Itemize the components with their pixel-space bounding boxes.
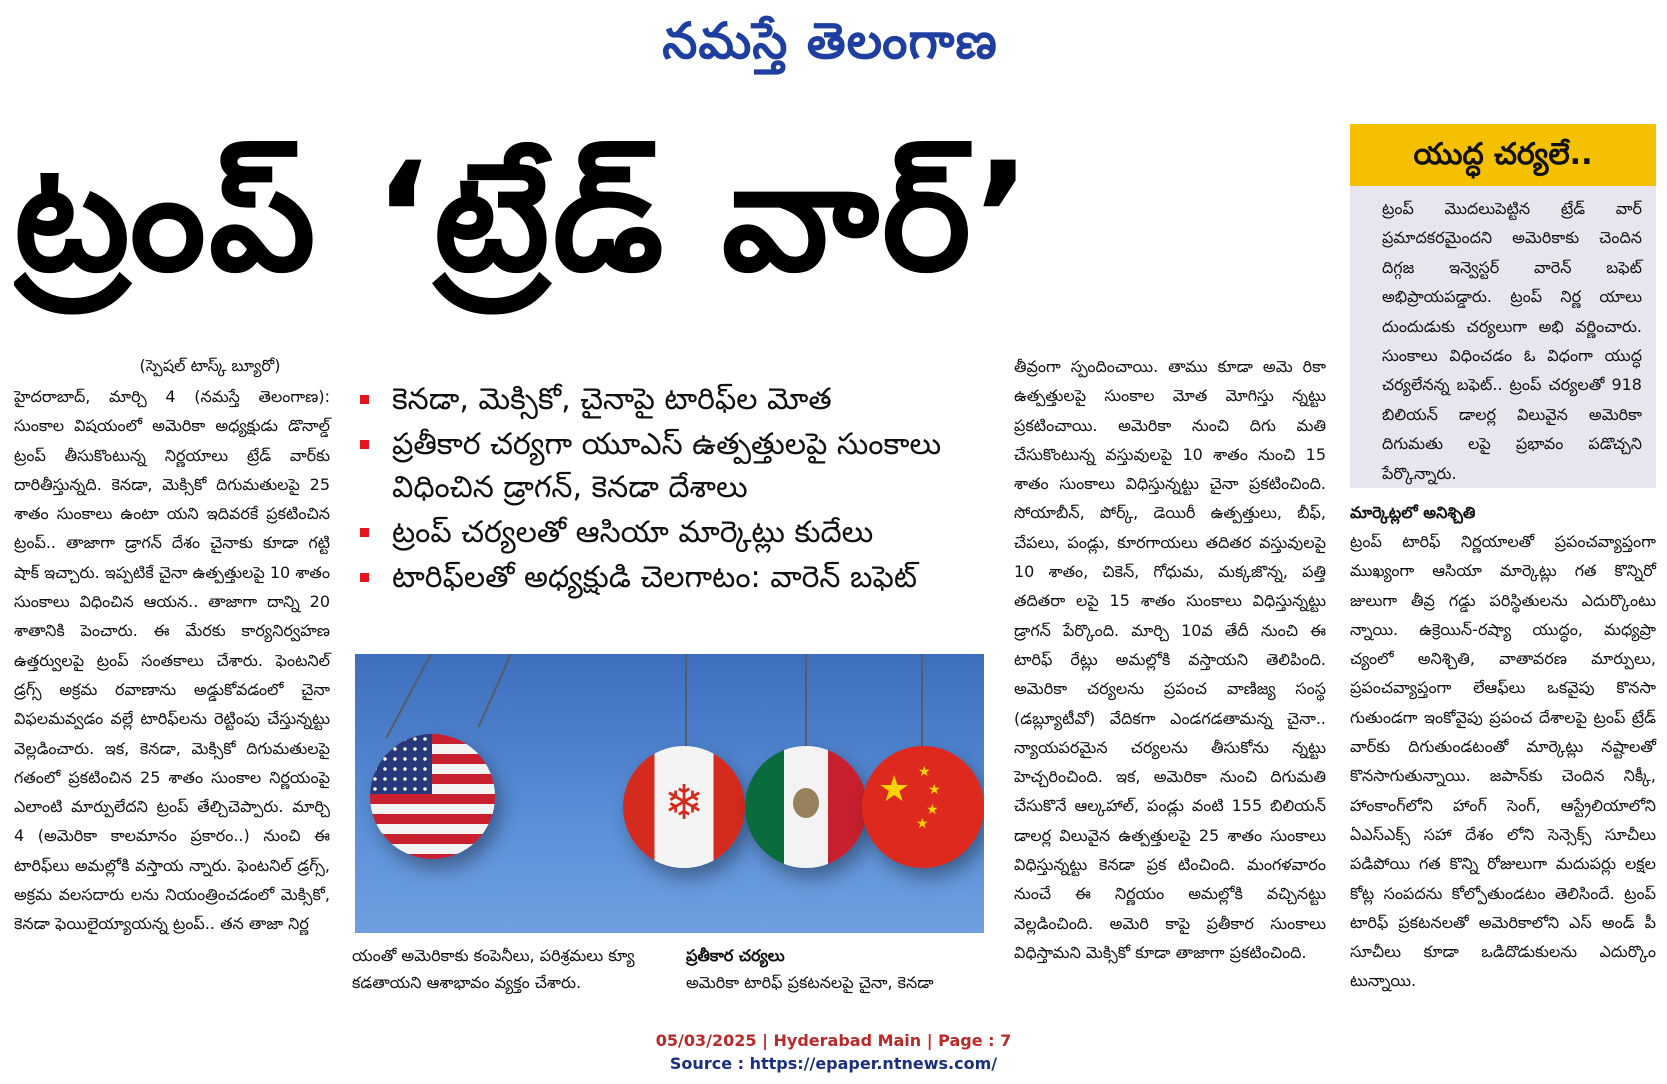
section-text: అమెరికా టారిఫ్ ప్రకటనలపై చైనా, కెనడా [686, 973, 934, 992]
bullet-icon [360, 440, 369, 449]
headline: ట్రంప్ ‘ట్రేడ్ వార్’ [14, 131, 1034, 305]
masthead-logo: నమస్తే తెలంగాణ [662, 12, 998, 70]
bullet-list [352, 378, 992, 601]
bullet-text: టారిఫ్‌లతో అధ్యక్షుడి చెలగాటం: వారెన్ బఫెట్ [392, 560, 918, 595]
bullet-item [352, 556, 992, 599]
bullet-text: ట్రంప్ చర్యలతో ఆసియా మార్కెట్లు కుదేలు [392, 515, 874, 550]
section-heading: ప్రతీకార చర్యలు [686, 946, 785, 965]
byline: (స్పెషల్ టాస్క్ బ్యూరో) [139, 356, 281, 375]
box-heading: యుద్ధ చర్యలే.. [1350, 124, 1656, 186]
bullet-text: కెనడా, మెక్సికో, చైనాపై టారిఫ్‌ల మోత [392, 382, 832, 417]
markets-subheading: మార్కెట్లలో అనిశ్చితి [1350, 503, 1476, 522]
bullet-icon [360, 395, 369, 404]
canada-flag-ball: ❄ [623, 746, 745, 868]
footer-edition: 05/03/2025 | Hyderabad Main | Page : 7 [655, 1031, 1012, 1050]
article-column-1: హైదరాబాద్, మార్చి 4 (నమస్తే తెలంగాణ): సుంకాల విషయంలో అమెరికా అధ్యక్షుడు డొనాల్డ్ ట్రంప్ తీసుకొంటున్న నిర్ణయాలు ట్రేడ్ వార్‌కు దారితీస్తున్నది. కెనడా, మెక్సికో దిగుమతులపై 25 శాతం సుంకాలు ఉంటా యని ఇదివరకే ప్రకటించిన ట్రంప్.. తాజాగా డ్రాగన్ దేశం చైనాకు కూడా గట్టి షాక్ ఇచ్చారు. ఇప్పటికే చైనా ఉత్పత్తులపై 10 శాతం సుంకాలు విధించిన ఆయన.. తాజాగా దాన్ని 20 శాతానికి పెంచారు. ఈ మేరకు కార్యనిర్వహణ ఉత్తర్వులపై ట్రంప్ సంతకాలు చేశారు. ఫెంటనిల్ డ్రగ్స్ అక్రమ రవాణాను అడ్డుకోవడంలో చైనా విఫలమవ్వడం వల్లే టారిఫ్‌లను రెట్టింపు చేస్తున్నట్టు వెల్లడించారు. ఇక, కెనడా, మెక్సికో దిగుమతులపై గతంలో ప్రకటించిన 25 శాతం సుంకాల నిర్ణయంపై ఎలాంటి మార్పులేదని ట్రంప్ తేల్చిచెప్పారు. మార్చి 4 (అమెరికా కాలమానం ప్రకారం..) నుంచి ఈ టారిఫ్‌లు అమల్లోకి వస్తాయ న్నారు. ఫెంటనిల్ డ్రగ్స్, అక్రమ వలసదారు లను నియంత్రించడంలో మెక్సికో, కెనడా ఫెయిలైయ్యాయన్న ట్రంప్.. తన తాజా నిర్ణ [14, 387, 330, 934]
bullet-item [352, 511, 992, 554]
article-photo [355, 654, 984, 933]
footer-source: Source : https://epaper.ntnews.com/ [669, 1054, 998, 1073]
bullet-item [352, 423, 992, 509]
china-flag-ball: ★ ★ ★ ★ ★ [862, 746, 984, 868]
usa-flag-ball [370, 734, 495, 859]
article-column-3: తీవ్రంగా స్పందించాయి. తాము కూడా అమె రికా ఉత్పత్తులపై సుంకాల మోత మోగిస్తు న్నట్టు ప్రకటించాయి. అమెరికా నుంచి దిగు మతి చేసుకొంటున్న వస్తువులపై 10 శాతం నుంచి 15 శాతం సుంకాలు విధిస్తున్నట్టు చైనా ప్రకటించింది. సోయాబీన్, పోర్క్, డెయిరీ ఉత్పత్తులు, బీఫ్, చేపలు, పండ్లు, కూరగాయలు తదితర వస్తువులపై 10 శాతం, చికెన్, గోధుమ, మక్కజొన్న, పత్తి తదితరా లపై 15 శాతం సుంకాలు విధిస్తున్నట్టు డ్రాగన్ పేర్కొంది. మార్చి 10వ తేదీ నుంచి ఈ టారిఫ్ రేట్లు అమల్లోకి వస్తాయని తెలిపింది. అమెరికా చర్యలను ప్రపంచ వాణిజ్య సంస్థ (డబ్ల్యూటీవో) వేదికగా ఎండగడతామన్న చైనా.. న్యాయపరమైన చర్యలను తీసుకోను న్నట్టు హెచ్చరించింది. ఇక, అమెరికా నుంచి దిగుమతి చేసుకొనే ఆల్కహాల్, పండ్లు వంటి 155 బిలియన్ డాలర్ల విలువైన ఉత్పత్తులపై 25 శాతం సుంకాలు విధిస్తున్నట్టు కెనడా ప్రక టించింది. మంగళవారం నుంచే ఈ నిర్ణయం అమల్లోకి వచ్చినట్టు వెల్లడించింది. అమెరి కాపై ప్రతీకార సుంకాలు విధిస్తామని మెక్సికో కూడా తాజాగా ప్రకటించింది. [1014, 357, 1326, 962]
bullet-item [352, 378, 992, 421]
bullet-icon [360, 573, 369, 582]
article-column-2-tail: యంతో అమెరికాకు కంపెనీలు, పరిశ్రమలు క్యూ కడతాయని ఆశాభావం వ్యక్తం చేశారు. [352, 946, 635, 992]
bullet-text: ప్రతీకార చర్యగా యూఎస్ ఉత్పత్తులపై సుంకాలు విధించిన డ్రాగన్, కెనడా దేశాలు [392, 427, 942, 505]
mexico-flag-ball [745, 746, 867, 868]
section-retaliation [686, 942, 986, 996]
article-column-4: ట్రంప్ టారిఫ్ నిర్ణయాలతో ప్రపంచవ్యాప్తంగా ముఖ్యంగా ఆసియా మార్కెట్లు గత కొన్నిరో జులుగా తీవ్ర గడ్డు పరిస్థితులను ఎదుర్కొంటు న్నాయి. ఉక్రెయిన్-రష్యా యుద్ధం, మధ్యప్రా చ్యంలో అనిశ్చితి, వాతావరణ మార్పులు, ప్రపంచవ్యాప్తంగా లేఆఫ్‌లు ఒకవైపు కొనసా గుతుండగా ఇంకోవైపు ప్రపంచ దేశాలపై ట్రంప్ ట్రేడ్ వార్‌కు దిగుతుండటంతో మార్కెట్లు నష్టాలతో కొనసాగుతున్నాయి. జపాన్‌కు చెందిన నిక్కీ, హాంకాంగ్‌లోని హాంగ్ సెంగ్, ఆస్ట్రేలియాలోని ఏఎస్ఎక్స్ సహా దేశం లోని సెన్సెక్స్ సూచీలు పడిపోయి గత కొన్ని రోజులుగా మదుపర్లు లక్షల కోట్ల సంపదను కోల్పోతుండటం తెలిసిందే. ట్రంప్ టారిఫ్ ప్రకటనలతో అమెరికాలోని ఎస్ అండ్ పీ సూచీలు కూడా ఒడిదొడుకులను ఎదుర్కొం టున్నాయి. [1350, 532, 1656, 991]
bullet-icon [360, 528, 369, 537]
box-text: ట్రంప్ మొదలుపెట్టిన ట్రేడ్ వార్ ప్రమాదకరమైందని అమెరికాకు చెందిన దిగ్గజ ఇన్వెస్టర్ వారెన్ బఫెట్ అభిప్రాయపడ్డారు. ట్రంప్ నిర్ణ యాలు దుందుడుకు చర్యలుగా అభి వర్ణించారు. సుంకాలు విధించడం ఓ విధంగా యుద్ధ చర్యలేనన్న బఫెట్.. ట్రంప్ చర్యలతో 918 బిలియన్ డాలర్ల విలువైన అమెరికా దిగుమతు లపై ప్రభావం పడొచ్చని పేర్కొన్నారు. [1382, 199, 1642, 483]
sidebar-box [1350, 186, 1656, 488]
